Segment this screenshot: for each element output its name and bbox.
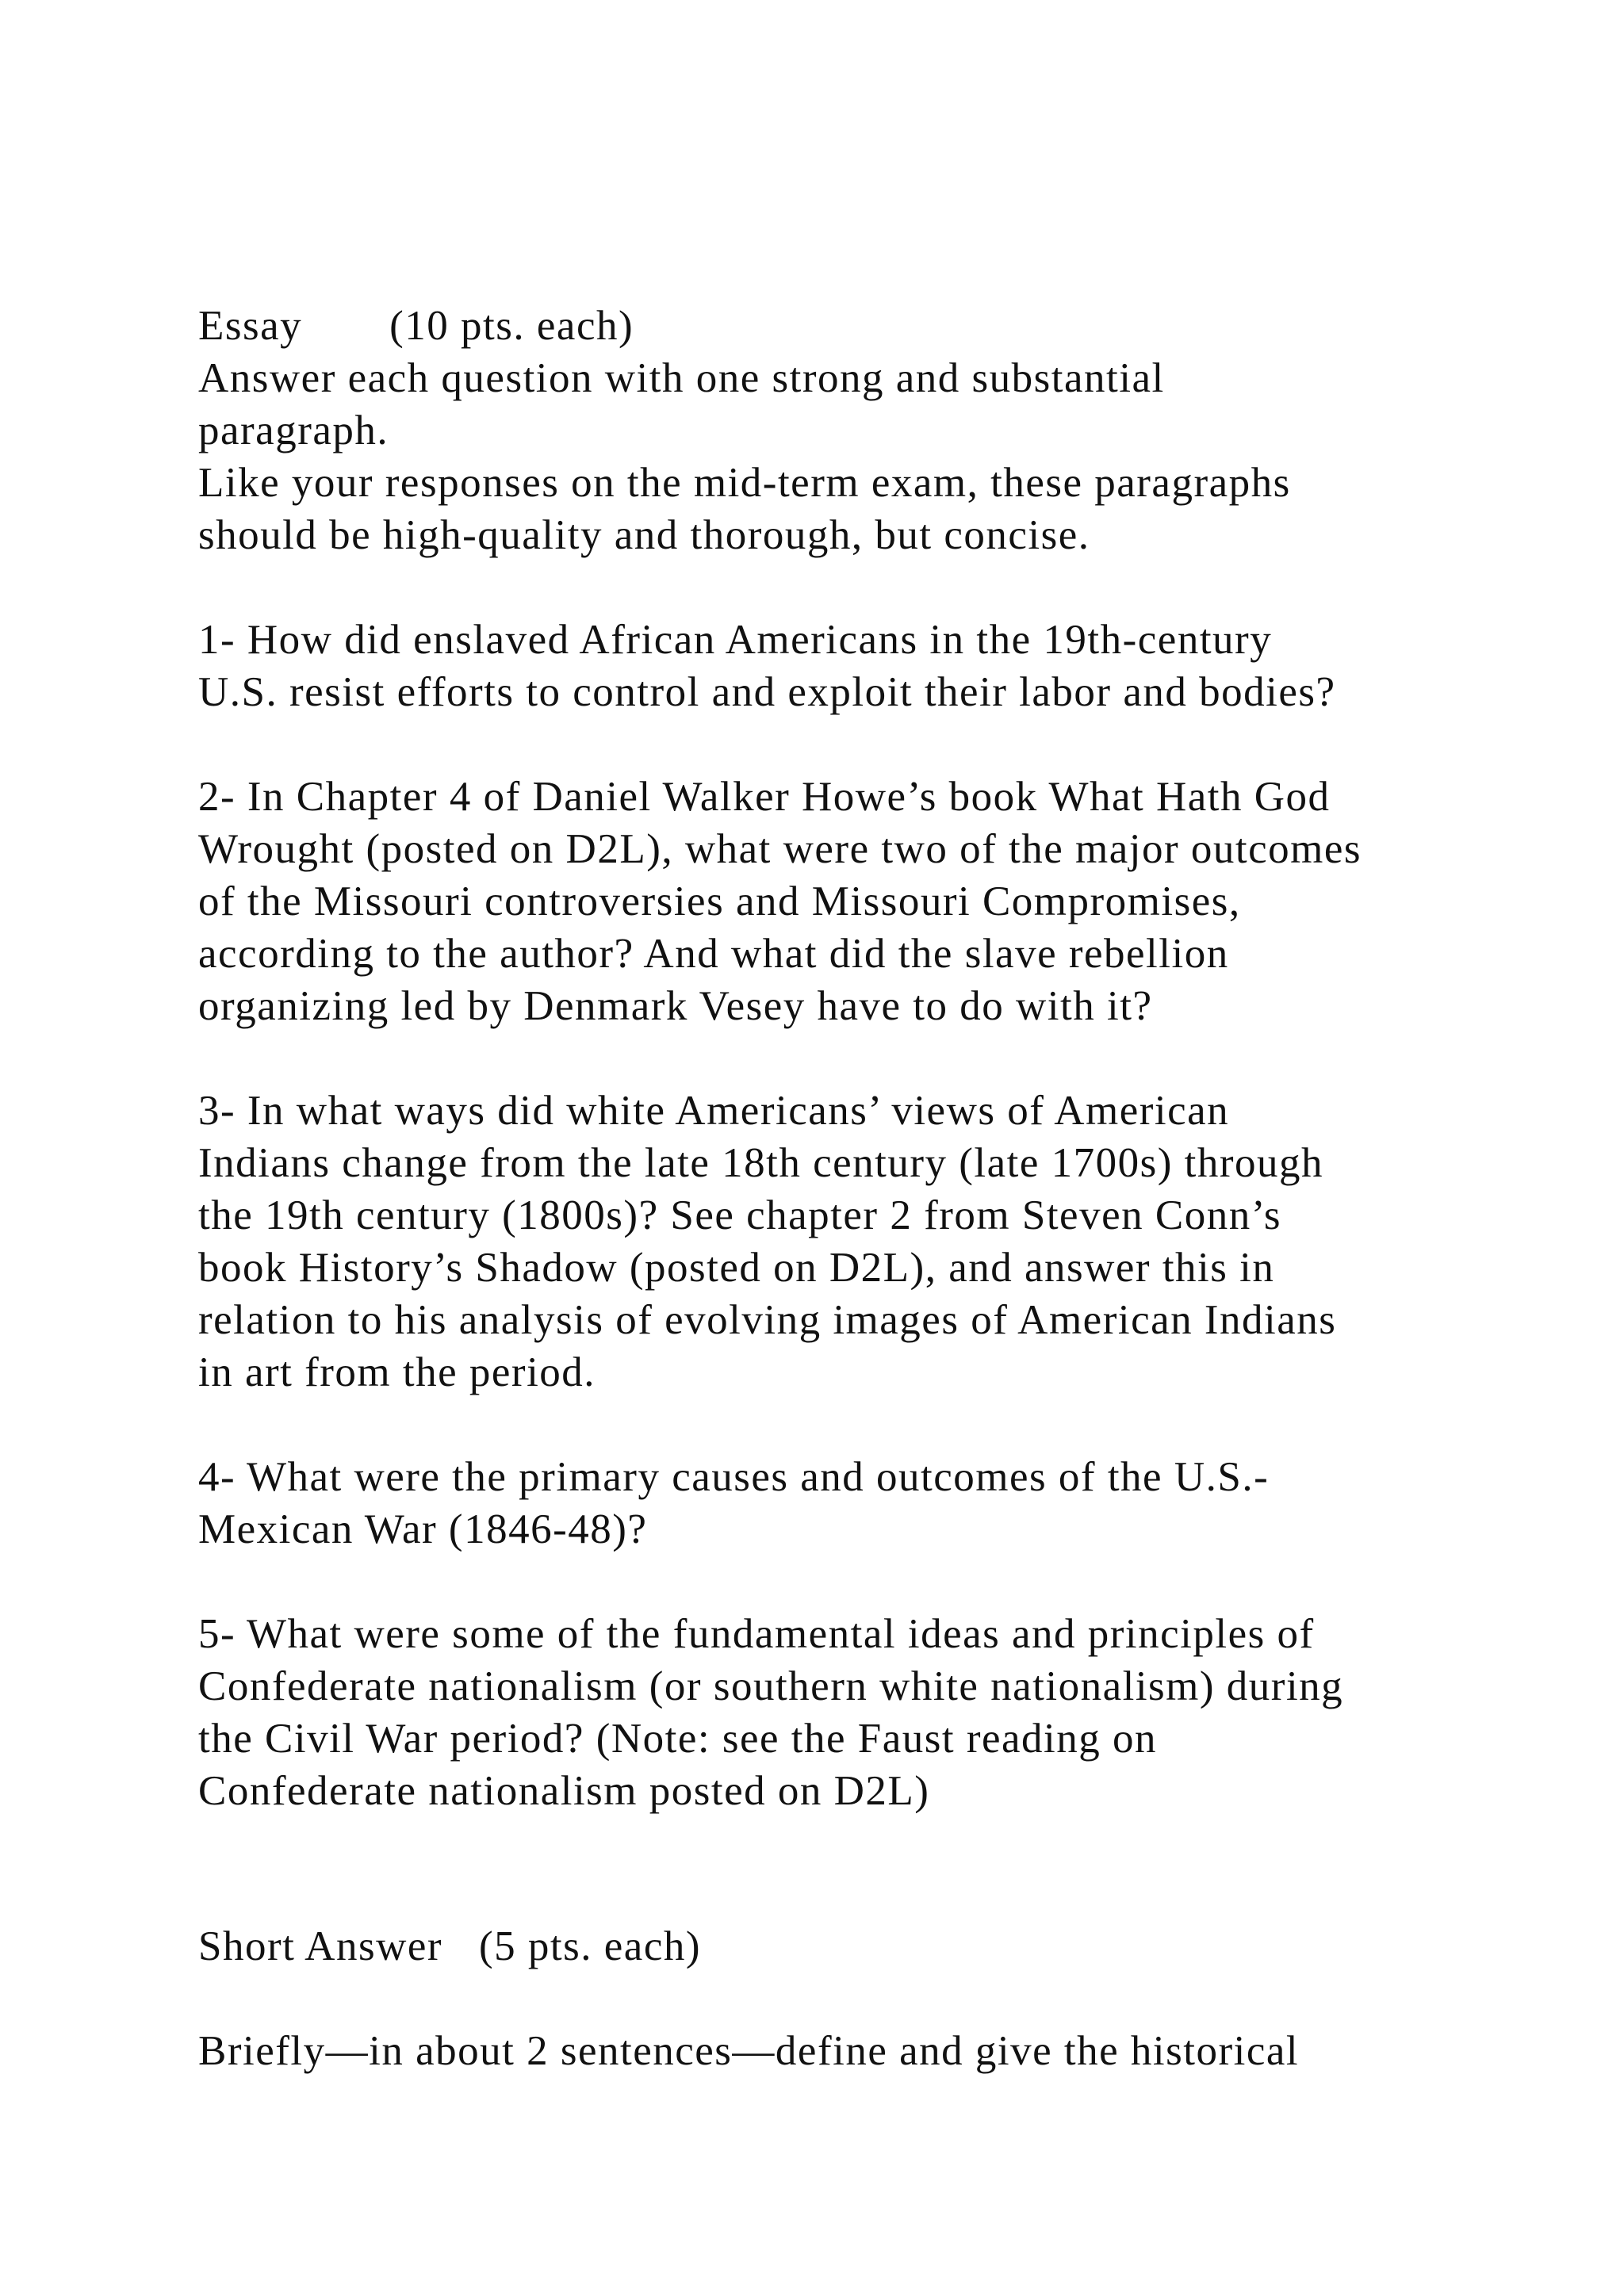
question-5-line: Confederate nationalism posted on D2L) bbox=[198, 1768, 930, 1814]
short-answer-points: (5 pts. each) bbox=[479, 1923, 702, 1969]
question-2-line: Wrought (posted on D2L), what were two of the major outcomes bbox=[198, 826, 1362, 872]
question-2-line: organizing led by Denmark Vesey have to do with it? bbox=[198, 983, 1153, 1029]
question-3-line: book History’s Shadow (posted on D2L), and answer this in bbox=[198, 1245, 1275, 1291]
question-2-line: according to the author? And what did the slave rebellion bbox=[198, 931, 1229, 977]
essay-heading-line bbox=[198, 300, 634, 352]
question-5-line: Confederate nationalism (or southern white nationalism) during bbox=[198, 1663, 1344, 1709]
short-answer-heading-line bbox=[198, 1920, 701, 1973]
question-3-line: in art from the period. bbox=[198, 1349, 596, 1395]
question-3-line: 3- In what ways did white Americans’ views of American bbox=[198, 1088, 1230, 1134]
question-3-line: the 19th century (1800s)? See chapter 2 from Steven Conn’s bbox=[198, 1192, 1282, 1238]
question-5-line: 5- What were some of the fundamental ideas and principles of bbox=[198, 1611, 1315, 1657]
question-1-line: 1- How did enslaved African Americans in the 19th-century bbox=[198, 617, 1273, 663]
short-answer-instruction: Briefly—in about 2 sentences—define and give the historical bbox=[198, 2028, 1300, 2074]
essay-heading: Essay bbox=[198, 303, 303, 349]
instruction-line: paragraph. bbox=[198, 408, 389, 453]
question-4-line: 4- What were the primary causes and outcomes of the U.S.- bbox=[198, 1454, 1270, 1500]
essay-points: (10 pts. each) bbox=[389, 303, 634, 349]
question-2-line: 2- In Chapter 4 of Daniel Walker Howe’s book What Hath God bbox=[198, 774, 1331, 820]
question-3-line: Indians change from the late 18th century (late 1700s) through bbox=[198, 1140, 1324, 1186]
instruction-line: should be high-quality and thorough, but concise. bbox=[198, 512, 1090, 558]
question-2-line: of the Missouri controversies and Missouri Compromises, bbox=[198, 878, 1241, 924]
instruction-line: Answer each question with one strong and substantial bbox=[198, 355, 1165, 401]
short-answer-heading: Short Answer bbox=[198, 1923, 443, 1969]
instruction-line: Like your responses on the mid-term exam, these paragraphs bbox=[198, 460, 1291, 506]
question-4-line: Mexican War (1846-48)? bbox=[198, 1506, 648, 1552]
question-5-line: the Civil War period? (Note: see the Faust reading on bbox=[198, 1716, 1158, 1762]
question-1-line: U.S. resist efforts to control and exploit their labor and bodies? bbox=[198, 669, 1336, 715]
question-3-line: relation to his analysis of evolving images of American Indians bbox=[198, 1297, 1337, 1343]
